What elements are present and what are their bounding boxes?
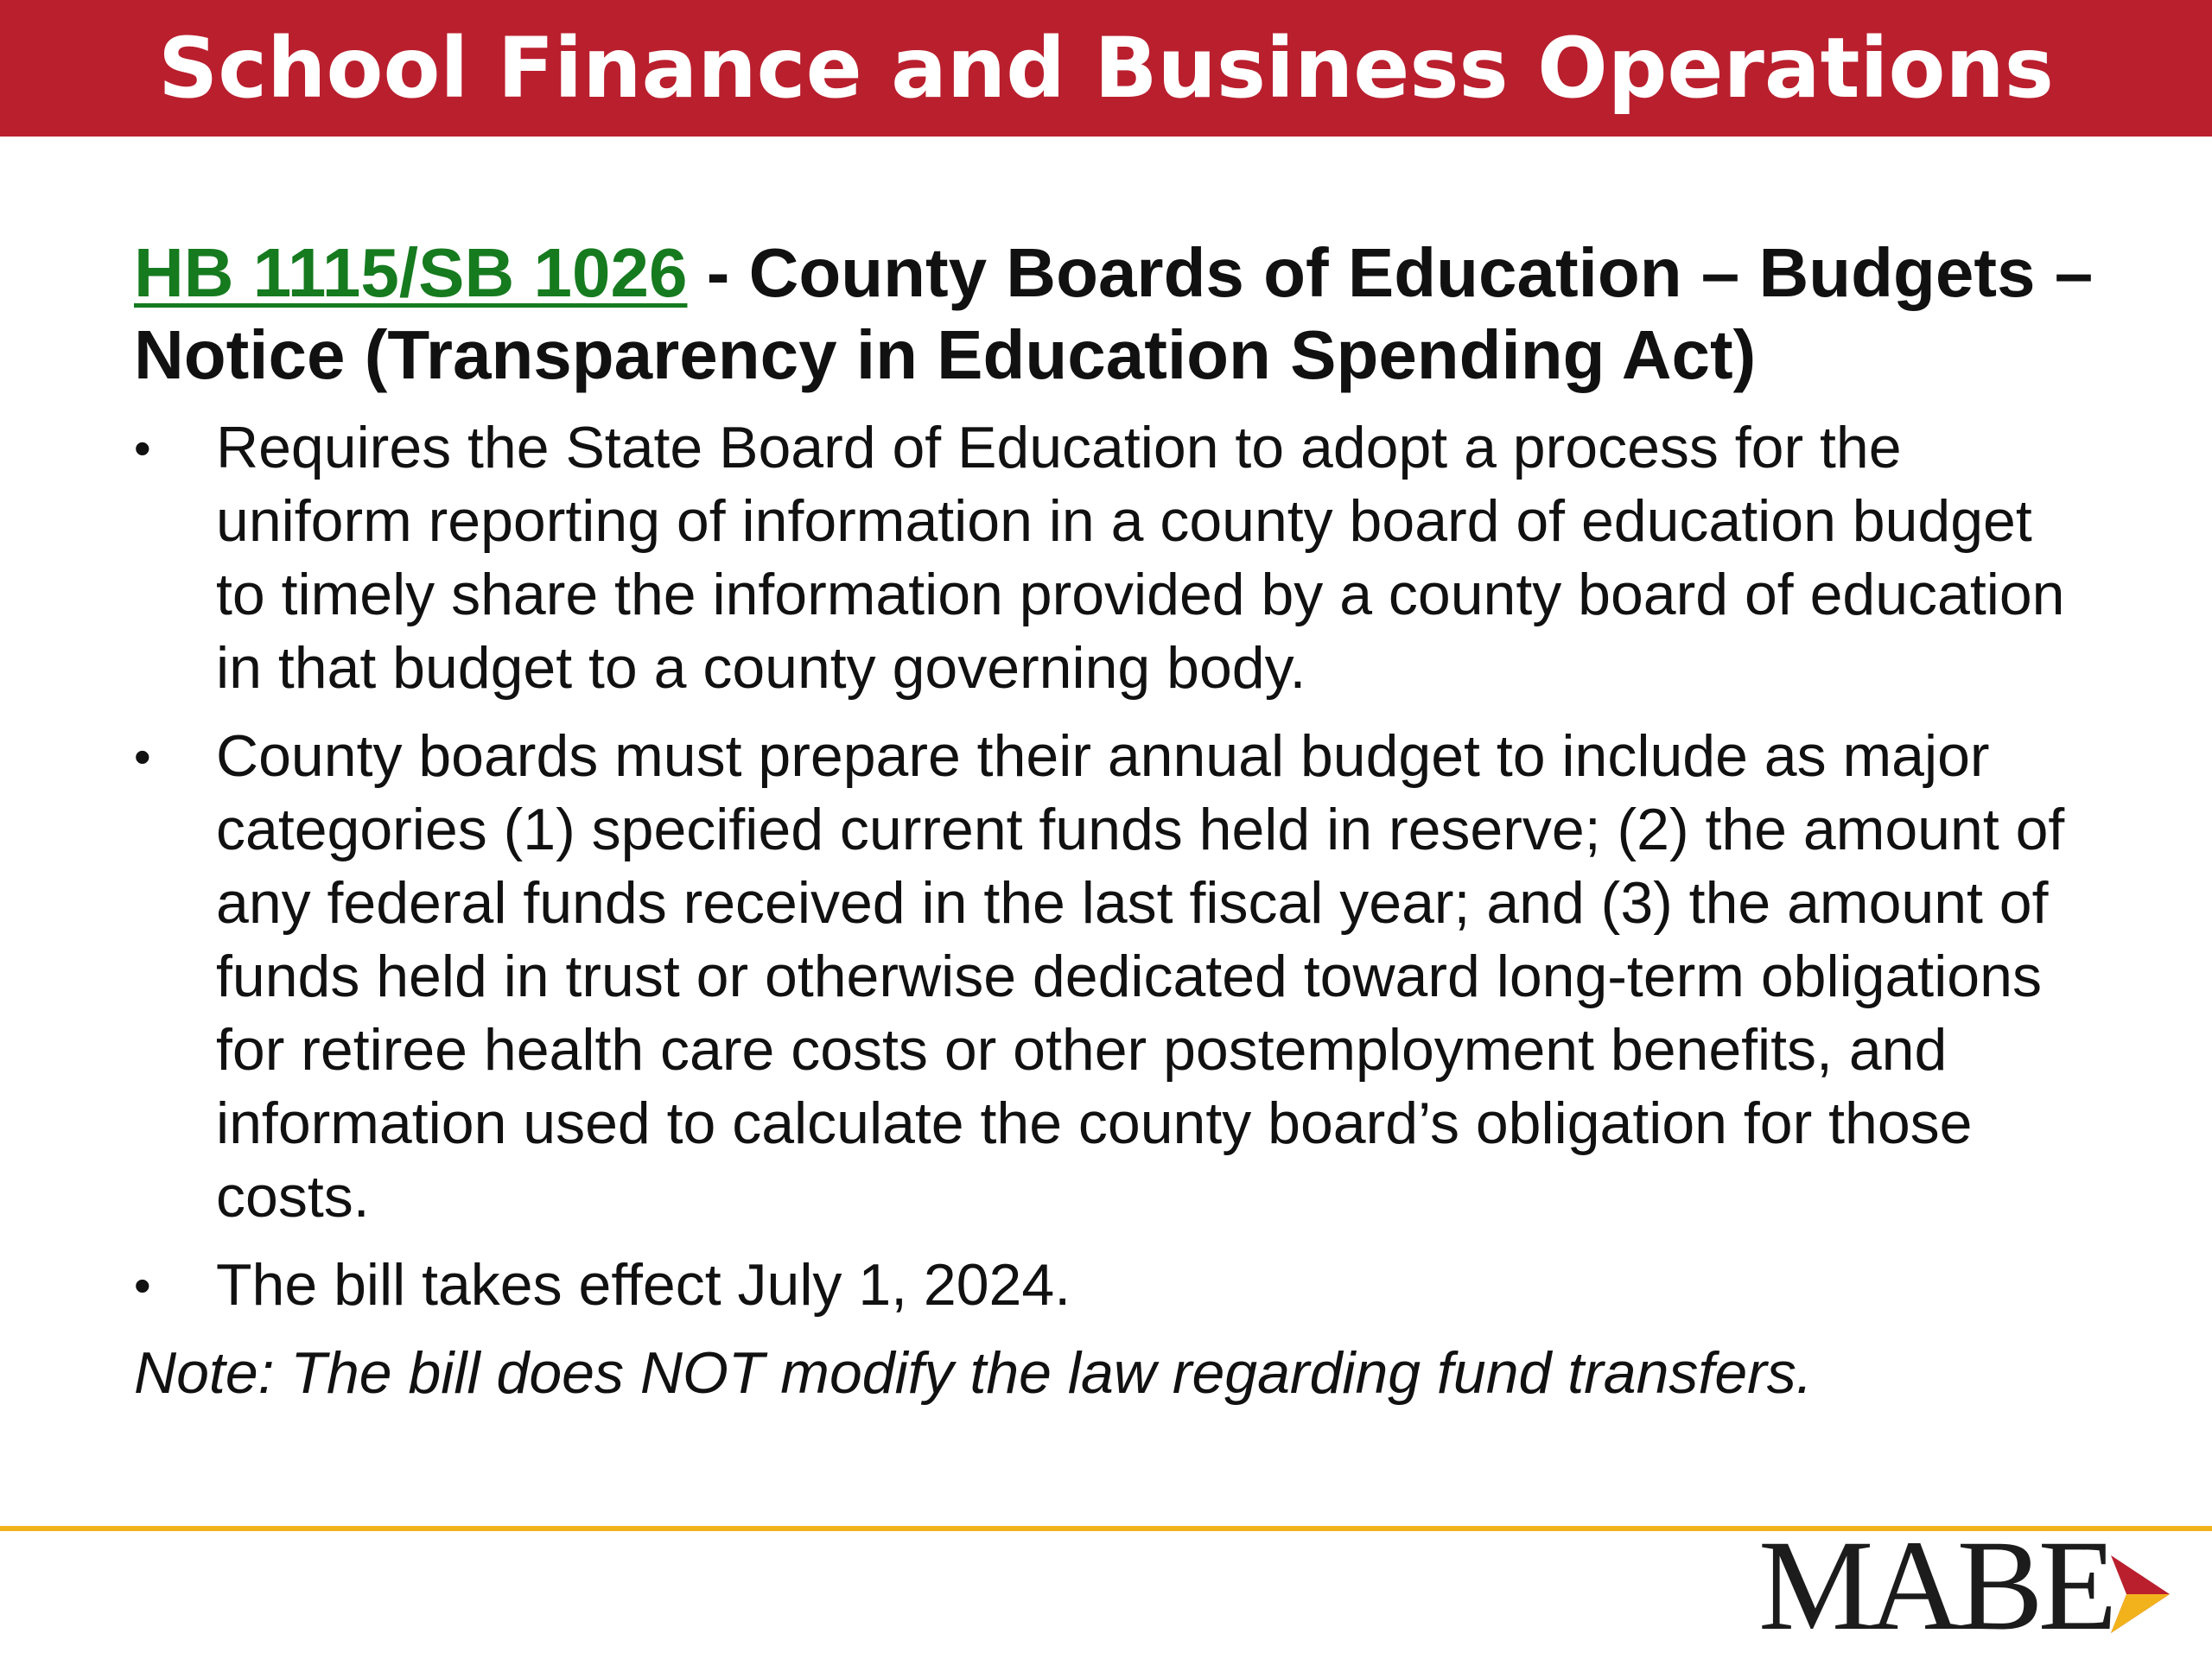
bullet-item <box>134 720 2095 1234</box>
slide-content <box>134 232 2095 1410</box>
bullet-icon: • <box>134 729 151 784</box>
note-text: Note: The bill does NOT modify the law regarding fund transfers. <box>134 1340 1813 1406</box>
bullet-item <box>134 1249 2095 1322</box>
bill-title: - County Boards of Education – Budgets – Notice (Transparency in Education Spending Act) <box>134 234 2094 393</box>
mabe-logo <box>1758 1514 2173 1657</box>
logo-text: MABE <box>1758 1514 2113 1657</box>
header-banner <box>0 0 2212 137</box>
bill-heading <box>134 232 2095 396</box>
bullet-icon: • <box>134 421 151 475</box>
arrow-icon <box>2104 1547 2173 1650</box>
bullet-list <box>134 411 2095 1322</box>
header-title: School Finance and Business Operations <box>158 20 2054 117</box>
bullet-text: The bill takes effect July 1, 2024. <box>216 1252 1071 1318</box>
bullet-icon: • <box>134 1258 151 1313</box>
bullet-item <box>134 411 2095 705</box>
bullet-text: Requires the State Board of Education to adopt a process for the uniform reporting of information in a county board of education budget to timely share the information provided by a county board of education in that budget to a county governing body. <box>216 415 2065 701</box>
bullet-text: County boards must prepare their annual budget to include as major categories (1) specified current funds held in reserve; (2) the amount of any federal funds received in the last fiscal year; and (3) the amount of funds held in trust or otherwise dedicated toward long-term obligations for retiree health care costs or other postemployment benefits, and information used to calculate the county board’s obligation for those costs. <box>216 723 2065 1230</box>
bill-link[interactable]: HB 1115/SB 1026 <box>134 234 688 311</box>
